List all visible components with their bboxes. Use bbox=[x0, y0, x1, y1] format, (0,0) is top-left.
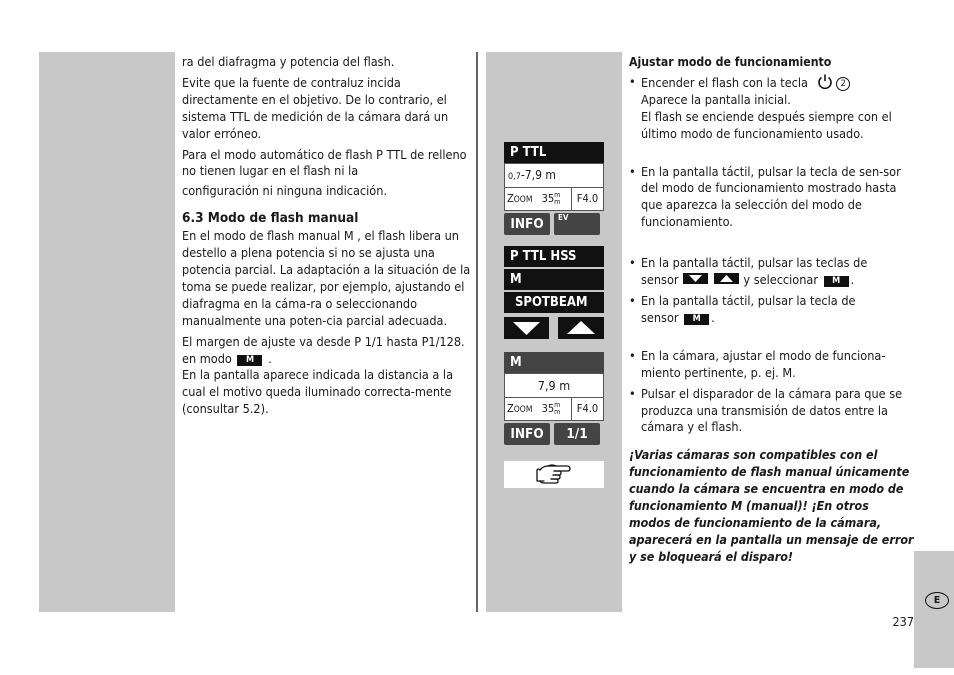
ev-button[interactable]: EV bbox=[554, 213, 600, 235]
power-icon bbox=[817, 74, 833, 89]
paragraph-manual-mode: En el modo de flash manual M , el flash libera un destello a plena potencia si no se ajusta una potencia parcial. La adaptación a la situación de la toma se puede realizar, por ejemplo, ajustando el diafragma en la cáma-ra o seleccionando manualmente una poten-cia parcial adecuada. bbox=[182, 228, 471, 328]
mode-m-badge: M bbox=[237, 355, 262, 366]
section-heading-manual-flash: 6.3 Modo de flash manual bbox=[182, 210, 359, 227]
step-power-on: • Encender el flash con la tecla 2 Aparece la pantalla inicial. El flash se enciende después siempre con el último modo de funcionamiento usado. bbox=[629, 73, 892, 141]
menu-item-m[interactable]: M bbox=[504, 269, 604, 290]
column-divider bbox=[476, 52, 478, 612]
menu-item-spotbeam[interactable]: SPOTBEAM bbox=[504, 292, 604, 313]
lcd-range-cell: 0,7-7,9 m bbox=[504, 163, 604, 188]
step-press-mode-key: • En la pantalla táctil, pulsar la tecla de sen-sor del modo de funcionamiento mostrado hasta que aparezca la selección del modo de funcionamiento. bbox=[629, 163, 901, 230]
arrow-up-icon bbox=[558, 317, 604, 339]
arrow-down-button[interactable] bbox=[504, 317, 549, 339]
lcd-zoom-row bbox=[504, 188, 604, 211]
arrow-down-icon bbox=[504, 317, 549, 339]
menu-arrow-row bbox=[504, 317, 604, 339]
language-badge: E bbox=[925, 592, 949, 609]
step-press-m-key: • En la pantalla táctil, pulsar la tecla de sensor M . bbox=[629, 292, 856, 325]
info-button[interactable]: INFO bbox=[504, 213, 550, 235]
lcd-screen-manual bbox=[504, 352, 604, 446]
step-press-shutter: • Pulsar el disparador de la cámara para que se produzca una transmisión de datos entre la cámara y el flash. bbox=[629, 385, 903, 435]
mode-m-badge: M bbox=[684, 314, 709, 325]
paragraph-distance: En la pantalla aparece indicada la distancia a la cual el motivo queda iluminado correcta-mente (consultar 5.2). bbox=[182, 367, 454, 417]
down-key-icon bbox=[683, 273, 708, 284]
lcd-zoom-row-m bbox=[504, 398, 604, 421]
lcd-mode-menu bbox=[504, 246, 604, 340]
pointing-hand-icon bbox=[504, 461, 604, 488]
page-number: 237 bbox=[892, 614, 914, 629]
language-tab-panel bbox=[914, 551, 954, 668]
lcd-screen-pttl bbox=[504, 142, 604, 236]
step-select-m: • En la pantalla táctil, pulsar las teclas de sensor y seleccionar M . bbox=[629, 255, 868, 288]
warning-note: ¡Varias cámaras son compatibles con el funcionamiento de flash manual únicamente cuando la cámara se encuentra en modo de funcionamiento M (manual)! ¡En otros modos de funcionamiento de la cámara, aparecerá en la pantalla un mensaje de error y se bloqueará el disparo! bbox=[629, 447, 914, 564]
arrow-up-button[interactable] bbox=[558, 317, 604, 339]
lcd-zoom-cell-m[interactable]: ZOOM 35m m bbox=[504, 398, 572, 421]
paragraph-ttl-fill: Para el modo automático de flash P TTL de relleno no tienen lugar en el flash ni la bbox=[182, 146, 467, 179]
paragraph-ttl-fill-end: configuración ni ninguna indicación. bbox=[182, 183, 388, 199]
paragraph-backlight: Evite que la fuente de contraluz incida directamente en el objetivo. De lo contrario, el sistema TTL de medición de la cámara dará un valor erróneo. bbox=[182, 74, 449, 141]
left-margin-panel bbox=[39, 52, 175, 612]
lcd-range-cell-m: 7,9 m bbox=[504, 373, 604, 398]
up-key-icon bbox=[714, 273, 739, 284]
paragraph-range: El margen de ajuste va desde P 1/1 hasta P1/128. en modo M . bbox=[182, 333, 465, 366]
mode-m-badge: M bbox=[824, 276, 849, 287]
lcd-aperture-cell: F4.0 bbox=[572, 188, 604, 211]
key-number-badge: 2 bbox=[836, 77, 850, 91]
lcd-button-row-m bbox=[504, 423, 604, 445]
note-box bbox=[504, 461, 604, 488]
paragraph-continued: ra del diafragma y potencia del flash. bbox=[182, 54, 395, 69]
lcd-button-row bbox=[504, 213, 604, 235]
step-set-camera-mode: • En la cámara, ajustar el modo de funciona-miento pertinente, p. ej. M. bbox=[629, 347, 886, 380]
info-button-m[interactable]: INFO bbox=[504, 423, 550, 445]
power-level-button[interactable]: 1/1 bbox=[554, 423, 600, 445]
section-heading-set-mode: Ajustar modo de funcionamiento bbox=[629, 55, 832, 69]
menu-item-pttl-hss[interactable]: P TTL HSS bbox=[504, 246, 604, 267]
left-text-column bbox=[182, 54, 472, 418]
lcd-mode-bar-m[interactable]: M bbox=[504, 352, 604, 373]
right-text-column bbox=[629, 54, 914, 566]
lcd-zoom-cell[interactable]: ZOOM 35m m bbox=[504, 188, 572, 211]
lcd-aperture-cell-m: F4.0 bbox=[572, 398, 604, 421]
lcd-mode-bar[interactable]: P TTL bbox=[504, 142, 604, 163]
